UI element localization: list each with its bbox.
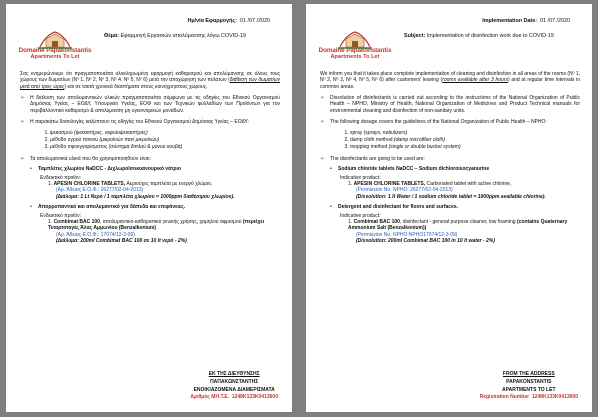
product-2-dilution: (Διάλυμα: 200ml Combimat BAC 100 σε 10 lt νερό - 2%) [56,238,187,245]
bullet-materials [320,156,580,162]
intro-text-b: ) και σε τακτά χρονικά διαστήματα στους κοινόχρηστους χώρους. [64,83,208,90]
footer-business: ΕΝΟΙΚΙΑΖΟΜΕΝΑ ΔΙΑΜΕΡΙΣΜΑΤΑ [193,386,275,393]
bullet-dot-icon: • [30,166,32,173]
subject-label: Θέμα: [104,32,120,39]
indicative-label: Indicative product: [340,212,381,219]
product-2-title: • Απορρυπαντικό και απολυμαντικό για δάπεδα και επιφάνειες. [30,204,186,211]
indicative-label: Ενδεικτικό προϊόν: [40,212,82,219]
greek-document-page [6,4,292,412]
bullet-text: Τα απολυμαντικά υλικά που θα χρησιμοποιηθούν είναι: [30,155,151,162]
product-1-line: 1. APESIN CHLORINE TABLETS, Αεριούχες ταμπλέτα με ενεργό χλώριο, [48,180,213,187]
product-2-line: 1. Combimat BAC 100, disinfectant - general purpose cleaner, low foaming (contains Quaternary Ammonium Salt (Benzalkonium)) [348,218,568,232]
footer-owner: PAPAKONSTANTIS [506,378,552,385]
dosage-item: 3. mopping method (single or double bucket system) [350,144,580,150]
subject-text: Implementation of disinfection work due to COVID-19 [426,32,554,39]
product-1-dilution: (Διάλυμα: 1 Lt Νερό / 1 ταμπλέτα χλωρίου = 1000ppm διαθέσιμου χλωρίου). [56,193,235,200]
dosage-item: 2. damp cloth method (damp microfiber cloth) [350,137,580,143]
bullet-materials [20,156,280,162]
bullet-dissolution [20,95,280,114]
subject-line [104,33,246,40]
subject-label: Subject: [404,32,426,39]
indicative-label: Indicative product: [340,174,381,181]
intro-underlined: διάθεση των δωματίων μετά από τρεις ώρες [20,77,280,90]
arrow-bullet-icon: ➢ [20,95,25,102]
dosage-item: 1. spray (sprays, nebulizers) [350,130,580,136]
logo-subtitle: Apartments To Let [30,53,80,60]
product-1-title: • Sodium chloride tablets NaDCC – Sodium dichloroisocyanurine [330,166,490,173]
logo-title: Domaine Papakonstantis [318,46,392,54]
arrow-bullet-icon: ➢ [320,155,325,162]
indicative-label: Ενδεικτικό προϊόν: [40,174,82,181]
date-label: Ημ/νία Εφαρμογής: [187,18,238,24]
bullet-dosage [320,119,580,125]
product-1-title: • Ταμπλέτες χλωρίου NaDCC - Διχλωροϊσοκυανουρικό νάτριο [30,166,181,173]
footer-heading: ΕΚ ΤΗΣ ΔΙΕΥΘΥΝΣΗΣ [208,371,260,377]
bullet-dosage [20,119,280,125]
arrow-bullet-icon: ➢ [20,119,25,126]
dosage-list [350,130,580,151]
logo-mark-icon [316,29,394,49]
arrow-bullet-icon: ➢ [320,95,325,102]
bullet-text: Dissolution of disinfectants is carried out according to the instructions of the National Organization of Public Health – NPHO, Ministry of Health, National Organization of Medicines and Product Technical manuals for environmental cleaning and disinfection of non-sanitary units. [330,95,580,114]
footer-heading: FROM THE ADDRESS [502,371,555,377]
signature-block [480,371,578,402]
intro-text-a: We inform you that it takes place complete implementation of cleaning and disinfection in all areas of the rooms (Nº 1, Nº 2, Nº 3, Nº 4, Nº 5, Nº 6) after customers' leaving ( [320,70,580,84]
intro-paragraph [20,71,280,90]
signature-block [190,371,278,402]
logo-title: Domaine Papakonstantis [18,46,92,54]
logo-subtitle: Apartments To Let [330,53,380,60]
arrow-bullet-icon: ➢ [320,119,325,126]
bullet-dot-icon: • [330,166,332,173]
product-1-registration: (Αρ. Άδειας Ε.Ο.Φ.: 26277/02-04-2013) [56,187,144,194]
bullet-text: The disinfectants are going to be used are: [330,155,425,162]
logo-mark-icon [16,29,94,49]
dosage-item: 1. ψεκασμού (ψεκαστήρες, νεφελοψεκαστήρες) [50,130,280,136]
date-label: Implementation Date: [482,18,538,24]
footer-registration: Registration Number 1248K133K0413600 [479,394,578,401]
product-1-dilution: (Dissolution: 1 lt Water / 1 sodium chloride tablet = 1000ppm available chlorine). [356,193,546,200]
bullet-text: Η παρακάτω δοσολογίες καλύπτουν τις οδηγίες του Εθνικού Οργανισμού Δημόσιας Υγείας – ΕΟΔΥ: [30,119,249,126]
intro-text-b: ) and at regular time intervals in common areas. [320,77,580,90]
footer-owner: ΠΑΠΑΚΩΝΣΤΑΝΤΗΣ [210,378,259,385]
date-value: 01 /07 /2020 [540,18,570,24]
product-2-registration: (Αρ. Άδειας Ε.Ο.Φ.: 17074/12-3-09) [56,231,135,238]
implementation-date [20,18,270,25]
bullet-text: Η διάλυση των απολυμαντικών υλικών πραγματοποιείται σύμφωνα με τις οδηγίες του Εθνικού Οργανισμού Δημόσιας Υγείας – ΕΟΔΥ, Υπουργείο Υγείας, ΕΟΦ και των Τεχνικών φυλλαδίων των Προϊόντων για τον περιβαλλοντικό καθαρισμό & απολύμανση μη υγειονομικών μονάδων. [30,95,280,114]
dosage-item: 2. μέθοδο υγρού πανιού (μικροϊνών πανί μικροϊνών) [50,137,280,143]
product-2-registration: (Permission No. NPHO:NPHO17074/12-3-09) [356,231,458,238]
intro-paragraph [320,71,580,90]
product-1-line: 1. APESIN CHLORINE TABLETS, Carbonated tablet with active chlorine, [348,180,512,187]
product-2-line: 1. Combimat BAC 100, απολυμαντικό-καθαριστικό γενικής χρήσης, χαμηλού αφρισμού (περιέχει Τεταρτοταγές Άλας Αμμωνίου (Benzalkonium) [48,218,265,232]
subject-text: Εφαρμογή Εργασιών απολύμανσης λόγω COVID-19 [120,32,246,39]
english-document-page [306,4,592,412]
date-value: 01 /07 /2020 [240,18,270,24]
dosage-item: 3. μέθοδο σφουγγαρίσματος (σύστημα διπλού & μονού κουβά) [50,144,280,150]
dosage-list [50,130,280,151]
footer-business: APARTMENTS TO LET [502,386,556,393]
bullet-dissolution [320,95,580,114]
domaine-logo [316,29,394,69]
product-2-dilution: (Dissolution: 200ml Combimat BAC 100 in 10 lt water - 2%) [356,238,495,245]
intro-text-a: Σας ενημερώνουμε ότι πραγματοποιείται ολοκληρωμένη εφαρμογή καθαρισμού και απολύμανσης σε όλους τους χώρους των δωματίων (Νº 1, Νº 2, Νº 3, Νº 4, Νº 5, Νº 6) μετά την αποχώρηση των πελατών ( [20,70,280,84]
subject-line [404,33,554,40]
domaine-logo [16,29,94,69]
bullet-dot-icon: • [330,204,332,211]
intro-underlined: rooms available after 3 hours [442,77,508,84]
bullet-dot-icon: • [30,204,32,211]
product-2-title: • Detergent and disinfectant for floors and surfaces. [330,204,459,211]
product-1-registration: (Permission No. NPHO: 26277/02-04-2013) [356,187,453,194]
arrow-bullet-icon: ➢ [20,155,25,162]
implementation-date [320,18,570,25]
bullet-text: The following dosage covers the guidelines of the National Organization of Public Health – NPHO: [330,119,547,126]
footer-registration: Αριθμός ΜΗ.Τ.Ε. 1248K133K0413600 [190,394,278,401]
